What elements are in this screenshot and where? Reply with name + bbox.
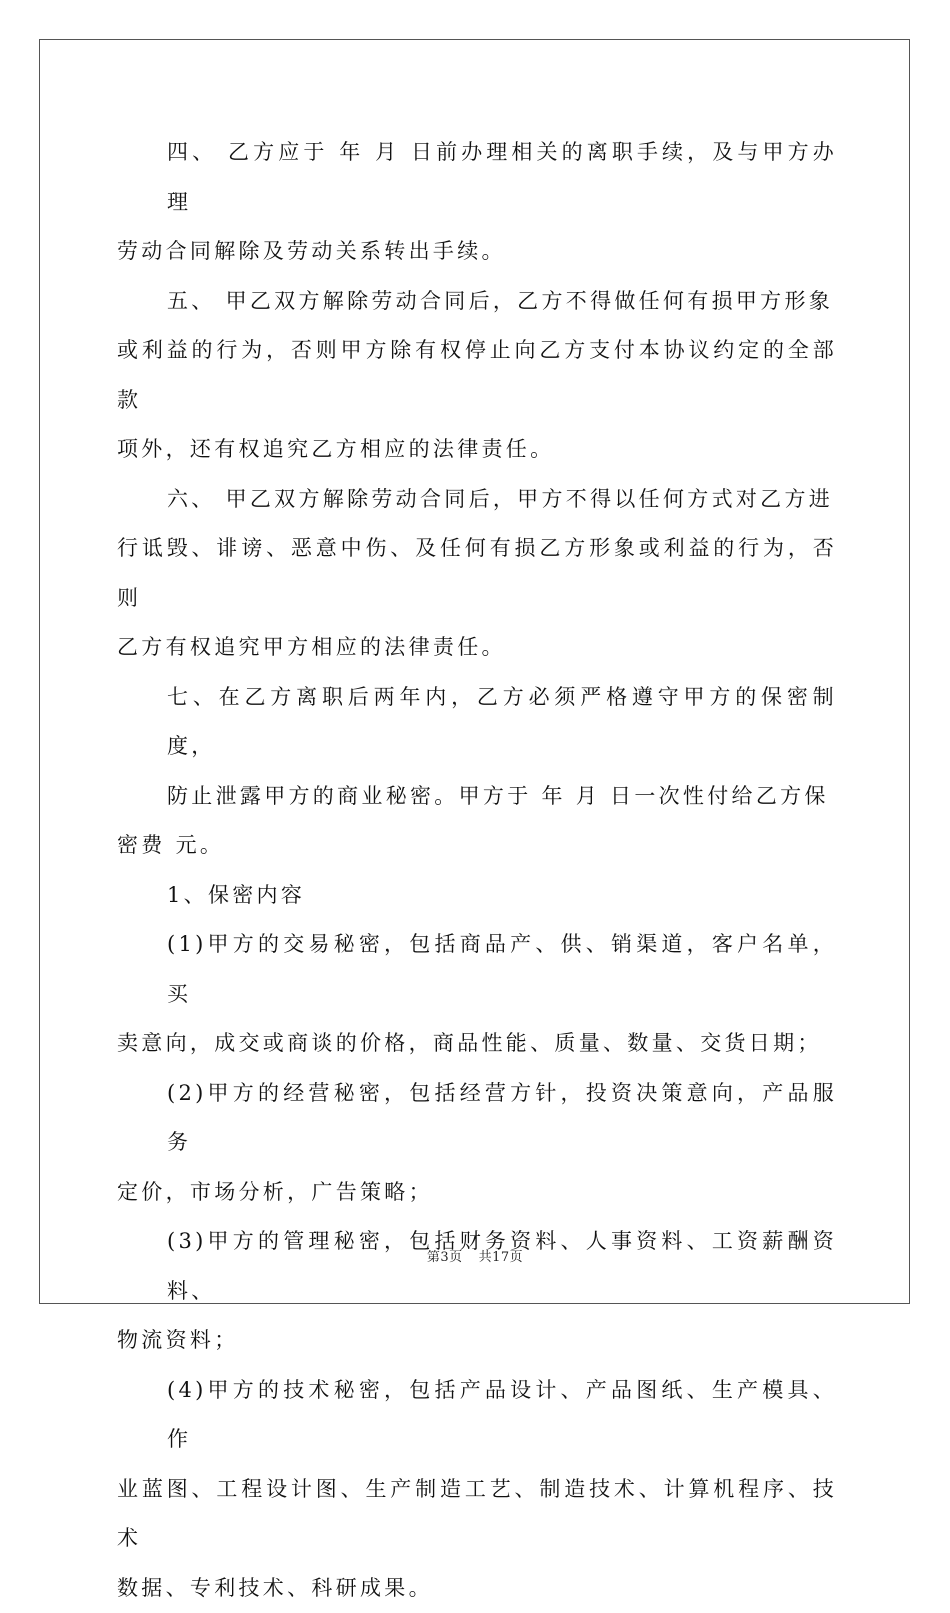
paragraph-line: 卖意向，成交或商谈的价格，商品性能、质量、数量、交货日期； xyxy=(117,1019,837,1069)
paragraph-line: 项外，还有权追究乙方相应的法律责任。 xyxy=(117,425,837,475)
paragraph-line: (4)甲方的技术秘密，包括产品设计、产品图纸、生产模具、作 xyxy=(117,1366,837,1465)
paragraph xyxy=(117,772,837,871)
paragraph xyxy=(117,128,837,277)
document-body xyxy=(117,128,837,1613)
paragraph xyxy=(117,1069,837,1218)
paragraph-line: 密费 元。 xyxy=(117,821,837,871)
paragraph xyxy=(117,1366,837,1613)
paragraph xyxy=(117,475,837,673)
paragraph-line: 定价，市场分析，广告策略； xyxy=(117,1168,837,1218)
paragraph-line: 六、 甲乙双方解除劳动合同后，甲方不得以任何方式对乙方进 xyxy=(117,475,837,525)
paragraph-line: 七、在乙方离职后两年内，乙方必须严格遵守甲方的保密制度， xyxy=(117,673,837,772)
paragraph xyxy=(117,920,837,1069)
paragraph-line: (3)甲方的管理秘密，包括财务资料、人事资料、工资薪酬资料、 xyxy=(117,1217,837,1316)
paragraph-line: 行诋毁、诽谤、恶意中伤、及任何有损乙方形象或利益的行为，否则 xyxy=(117,524,837,623)
page-footer xyxy=(0,1246,950,1265)
paragraph-line: 防止泄露甲方的商业秘密。甲方于 年 月 日一次性付给乙方保 xyxy=(117,772,837,822)
paragraph-line: 1、保密内容 xyxy=(117,871,837,921)
paragraph-line: (1)甲方的交易秘密，包括商品产、供、销渠道，客户名单，买 xyxy=(117,920,837,1019)
paragraph-line: 乙方有权追究甲方相应的法律责任。 xyxy=(117,623,837,673)
paragraph xyxy=(117,871,837,921)
paragraph-line: 物流资料； xyxy=(117,1316,837,1366)
paragraph-line: 数据、专利技术、科研成果。 xyxy=(117,1564,837,1613)
paragraph-line: 五、 甲乙双方解除劳动合同后，乙方不得做任何有损甲方形象 xyxy=(117,277,837,327)
paragraph-line: 劳动合同解除及劳动关系转出手续。 xyxy=(117,227,837,277)
page-total: 共17页 xyxy=(479,1246,524,1265)
paragraph xyxy=(117,1217,837,1366)
page-number: 第3页 xyxy=(427,1246,463,1265)
paragraph-line: 四、 乙方应于 年 月 日前办理相关的离职手续，及与甲方办理 xyxy=(117,128,837,227)
paragraph xyxy=(117,277,837,475)
paragraph xyxy=(117,673,837,772)
paragraph-line: 业蓝图、工程设计图、生产制造工艺、制造技术、计算机程序、技术 xyxy=(117,1465,837,1564)
paragraph-line: (2)甲方的经营秘密，包括经营方针，投资决策意向，产品服务 xyxy=(117,1069,837,1168)
paragraph-line: 或利益的行为，否则甲方除有权停止向乙方支付本协议约定的全部款 xyxy=(117,326,837,425)
